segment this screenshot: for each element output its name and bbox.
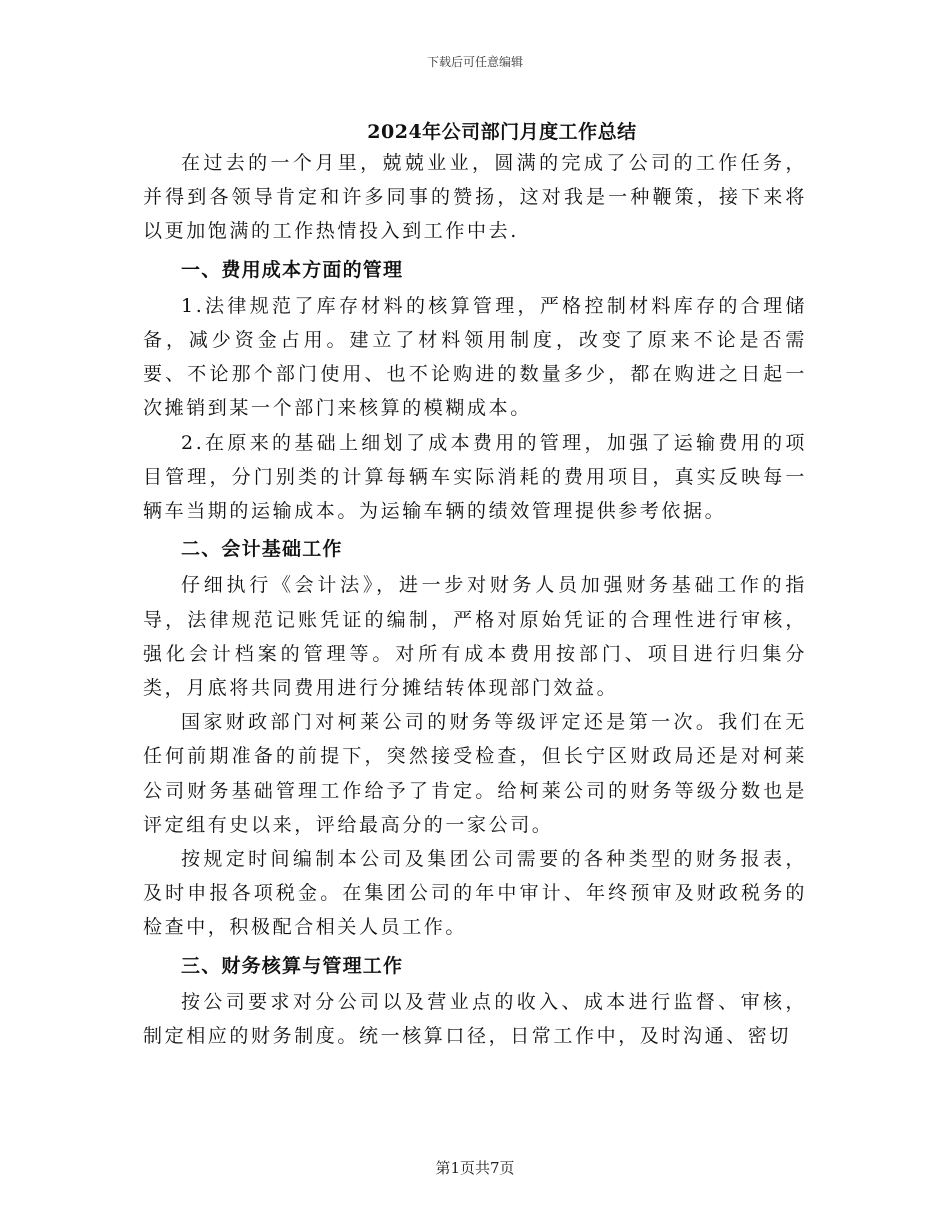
body-paragraph: 国家财政部门对柯莱公司的财务等级评定还是第一次。我们在无任何前期准备的前提下，突然接受检查，但长宁区财政局还是对柯莱公司财务基础管理工作给予了肯定。给柯莱公司的财务等级分数也是评定组有史以来，评给最高分的一家公司。	[143, 711, 807, 836]
page-number-indicator: 第1页共7页	[435, 1159, 515, 1177]
body-paragraph: 1.法律规范了库存材料的核算管理，严格控制材料库存的合理储备，减少资金占用。建立了材料领用制度，改变了原来不论是否需要、不论那个部门使用、也不论购进的数量多少，都在购进之日起一次摊销到某一个部门来核算的模糊成本。	[143, 294, 807, 420]
section-heading-cost-management: 一、费用成本方面的管理	[181, 258, 404, 281]
body-paragraph: 按规定时间编制本公司及集团公司需要的各种类型的财务报表，及时申报各项税金。在集团公司的年中审计、年终预审及财政税务的检查中，积极配合相关人员工作。	[143, 848, 807, 939]
section-heading-accounting-basics: 二、会计基础工作	[181, 538, 343, 561]
intro-paragraph: 在过去的一个月里，兢兢业业，圆满的完成了公司的工作任务，并得到各领导肯定和许多同事的赞扬，这对我是一种鞭策，接下来将以更加饱满的工作热情投入到工作中去.	[143, 152, 807, 243]
document-body	[143, 146, 807, 1053]
body-paragraph: 2.在原来的基础上细划了成本费用的管理，加强了运输费用的项目管理，分门别类的计算每辆车实际消耗的费用项目，真实反映每一辆车当期的运输成本。为运输车辆的绩效管理提供参考依据。	[143, 431, 807, 523]
body-paragraph: 按公司要求对分公司以及营业点的收入、成本进行监督、审核，制定相应的财务制度。统一核算口径，日常工作中，及时沟通、密切	[143, 990, 807, 1048]
body-paragraph: 仔细执行《会计法》，进一步对财务人员加强财务基础工作的指导，法律规范记账凭证的编制，严格对原始凭证的合理性进行审核，强化会计档案的管理等。对所有成本费用按部门、项目进行归集分类，月底将共同费用进行分摊结转体现部门效益。	[143, 574, 807, 700]
document-title: 2024年公司部门月度工作总结	[367, 121, 637, 143]
section-heading-financial-accounting: 三、财务核算与管理工作	[181, 954, 404, 977]
page-header-note: 下载后可任意编辑	[426, 55, 523, 69]
